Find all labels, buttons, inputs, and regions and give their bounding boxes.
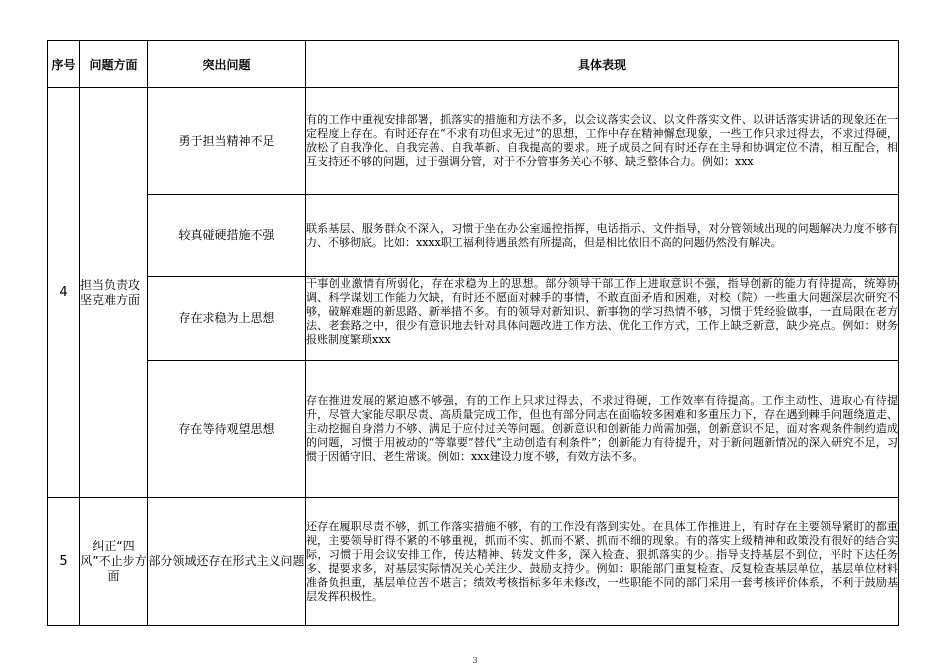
detail-cell: 还存在履职尽责不够，抓工作落实措施不够，有的工作没有落到实处。在具体工作推进上，有时存在主要领导紧盯的都重视，主要领导盯得不紧的不够重视，抓而不实、抓而不紧、抓而不细的现象。有的落实上级精神和政策没有很好的结合实际，习惯于用会议安排工作，传达精神、转发文件多，深入检查、狠抓落实的少。指导支持基层不到位，平时下达任务多、提要求多，对基层实际情况关心关注少、鼓励支持少。例如：职能部门重复检查、反复检查基层单位，基层单位材料准备负担重，基层单位苦不堪言；绩效考核指标多年未修改，一些职能不同的部门采用一套考核评价体系，不利于鼓励基层发挥积极性。: [306, 498, 899, 626]
aspect-cell: 纠正“四风”不止步方面: [80, 498, 148, 626]
table-row: [48, 277, 899, 361]
table-row: [48, 361, 899, 498]
detail-cell: 联系基层、服务群众不深入，习惯于坐在办公室遥控指挥，电话指示、文件指导，对分管领域出现的问题解决力度不够有力、不够彻底。比如：xxxx职工福利待遇虽然有所提高，但是相比依旧不高的问题仍然没有解决。: [306, 195, 899, 277]
header-seq: 序号: [48, 41, 80, 88]
seq-cell: 5: [48, 498, 80, 626]
issue-cell: 部分领域还存在形式主义问题: [148, 498, 306, 626]
detail-cell: 干事创业激情有所弱化，存在求稳为上的思想。部分领导干部工作上进取意识不强，指导创新的能力有待提高，统筹协调、科学谋划工作能力欠缺，有时还不愿面对棘手的事情，不敢直面矛盾和困难，对校（院）一些重大问题深层次研究不够，破解难题的新思路、新举措不多。有的领导对新知识、新事物的学习热情不够，习惯于凭经验做事，一直局限在老方法、老套路之中，很少有意识地去针对具体问题改进工作方法、优化工作方式，工作上缺乏新意，缺少亮点。例如：财务报账制度繁琐xxx: [306, 277, 899, 361]
header-row: [48, 41, 899, 88]
issue-cell: 较真碰硬措施不强: [148, 195, 306, 277]
header-issue: 突出问题: [148, 41, 306, 88]
page-number: 3: [472, 656, 478, 665]
detail-cell: 有的工作中重视安排部署，抓落实的措施和方法不多，以会议落实会议、以文件落实文件、以讲话落实讲话的现象还在一定程度上存在。有时还存在“不求有功但求无过”的思想，工作中存在精神懈怠现象，一些工作只求过得去，不求过得硬，放松了自我净化、自我完善、自我革新、自我提高的要求。班子成员之间有时还存在主导和协调定位不清，相互配合，相互支持还不够的问题，过于强调分管，对于不分管事务关心不够、缺乏整体合力。例如：xxx: [306, 88, 899, 195]
header-aspect: 问题方面: [80, 41, 148, 88]
seq-cell: 4: [48, 88, 80, 498]
detail-cell: 存在推进发展的紧迫感不够强，有的工作上只求过得去，不求过得硬，工作效率有待提高。工作主动性、进取心有待提升，尽管大家能尽职尽责、高质量完成工作，但也有部分同志在面临较多困难和多重压力下，存在遇到棘手问题绕道走、主动挖掘自身潜力不够、满足于应付过关等问题。创新意识和创新能力尚需加强，创新意识不足，面对客观条件制约造成的问题，习惯于用被动的“等靠要”替代“主动创造有利条件”；创新能力有待提升，对于新问题新情况的深入研究不足，习惯于因循守旧、老生常谈。例如：xxx建设力度不够，有效方法不多。: [306, 361, 899, 498]
issue-cell: 存在等待观望思想: [148, 361, 306, 498]
issue-cell: 勇于担当精神不足: [148, 88, 306, 195]
table-row: [48, 195, 899, 277]
table-row: [48, 498, 899, 626]
table-row: [48, 88, 899, 195]
issue-cell: 存在求稳为上思想: [148, 277, 306, 361]
aspect-cell: 担当负责攻坚克难方面: [80, 88, 148, 498]
header-detail: 具体表现: [306, 41, 899, 88]
problem-table: [47, 40, 899, 626]
